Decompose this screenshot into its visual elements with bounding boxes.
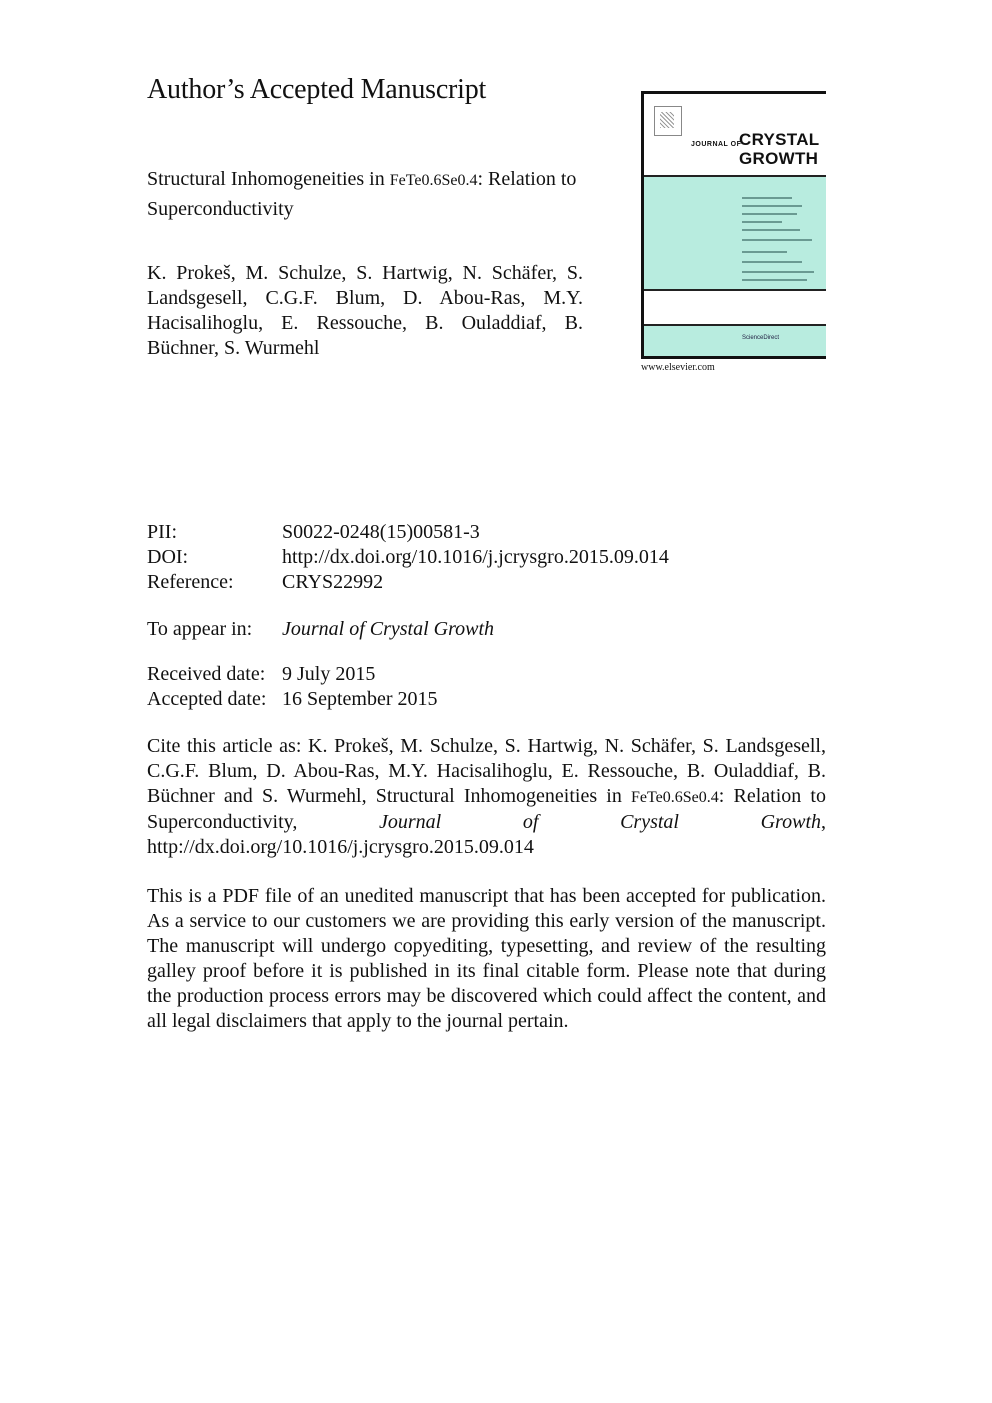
cover-header: [644, 94, 826, 175]
cite-formula: FeTe0.6Se0.4: [631, 789, 719, 806]
doi-value[interactable]: http://dx.doi.org/10.1016/j.jcrysgro.2015.09.014: [282, 546, 669, 568]
appear-in-value: Journal of Crystal Growth: [282, 618, 495, 640]
cover-journal-name-line2: GROWTH: [739, 149, 819, 168]
received-date-value: 9 July 2015: [282, 663, 376, 685]
accepted-date-value: 16 September 2015: [282, 688, 438, 710]
accepted-date-label: Accepted date:: [147, 688, 267, 710]
cover-footer-band: [644, 324, 826, 359]
journal-cover-image: [641, 91, 826, 359]
cite-prefix: Cite this article as: K. Prokeš, M. Schulze, S. Hartwig, N. Schäfer, S. Landsgesell, C.G.F. Blum, D. Abou-Ras, M.Y. Hacisalihoglu, E. Ressouche, B. Ouladdiaf, B. Büchner and S. Wurmehl, Structural Inhomogeneities in: [147, 735, 826, 807]
appear-in-label: To appear in:: [147, 618, 253, 640]
cover-journal-of: JOURNAL OF: [691, 141, 742, 148]
cover-contents-band: [644, 175, 826, 291]
title-suffix: : Relation to Superconductivity: [147, 168, 577, 220]
manuscript-header: Author’s Accepted Manuscript: [147, 74, 487, 105]
elsevier-logo-icon: [654, 106, 682, 136]
right-margin-clip: [826, 720, 992, 1040]
manuscript-notice: This is a PDF file of an unedited manuscript that has been accepted for publication. As a service to our customers we are providing this early version of the manuscript. The manuscript will undergo copyediting, typesetting, and review of the resulting galley proof before it is published in its final citable form. Please note that during the production process errors may be discovered which could affect the content, and all legal disclaimers that apply to the journal pertain.: [147, 885, 826, 1032]
received-date-label: Received date:: [147, 663, 266, 685]
title-prefix: Structural Inhomogeneities in: [147, 168, 385, 190]
reference-label: Reference:: [147, 571, 234, 593]
cover-journal-name: [739, 130, 819, 168]
pii-label: PII:: [147, 521, 177, 543]
sciencedirect-logo: ScienceDirect: [742, 335, 780, 341]
article-title: [147, 165, 597, 224]
cover-journal-name-line1: CRYSTAL: [739, 130, 820, 149]
elsevier-url[interactable]: www.elsevier.com: [641, 362, 715, 373]
author-list: K. Prokeš, M. Schulze, S. Hartwig, N. Schäfer, S. Landsgesell, C.G.F. Blum, D. Abou-Ras, M.Y. Hacisalihoglu, E. Ressouche, B. Ouladdiaf, B. Büchner, S. Wurmehl: [147, 262, 583, 359]
citation-paragraph: Cite this article as: K. Prokeš, M. Schulze, S. Hartwig, N. Schäfer, S. Landsgesell, C.G.F. Blum, D. Abou-Ras, M.Y. Hacisalihoglu, E. Ressouche, B. Ouladdiaf, B. Büchner and S. Wurmehl, Structural Inhomogeneities in FeTe0.6Se0.4: Relation to Superconductivity, Journal of Crystal Growth, http://dx.doi.org/10.1016/j.jcrysgro.2015.09.014: [147, 735, 826, 858]
pii-value: S0022-0248(15)00581-3: [282, 521, 480, 543]
reference-value: CRYS22992: [282, 571, 384, 593]
title-formula: FeTe0.6Se0.4: [389, 172, 478, 189]
cite-doi[interactable]: http://dx.doi.org/10.1016/j.jcrysgro.2015.09.014: [147, 836, 534, 858]
cite-journal: Journal of Crystal Growth: [379, 811, 821, 833]
cite-middle: : Relation to Superconductivity,: [147, 785, 826, 833]
doi-label: DOI:: [147, 546, 189, 568]
